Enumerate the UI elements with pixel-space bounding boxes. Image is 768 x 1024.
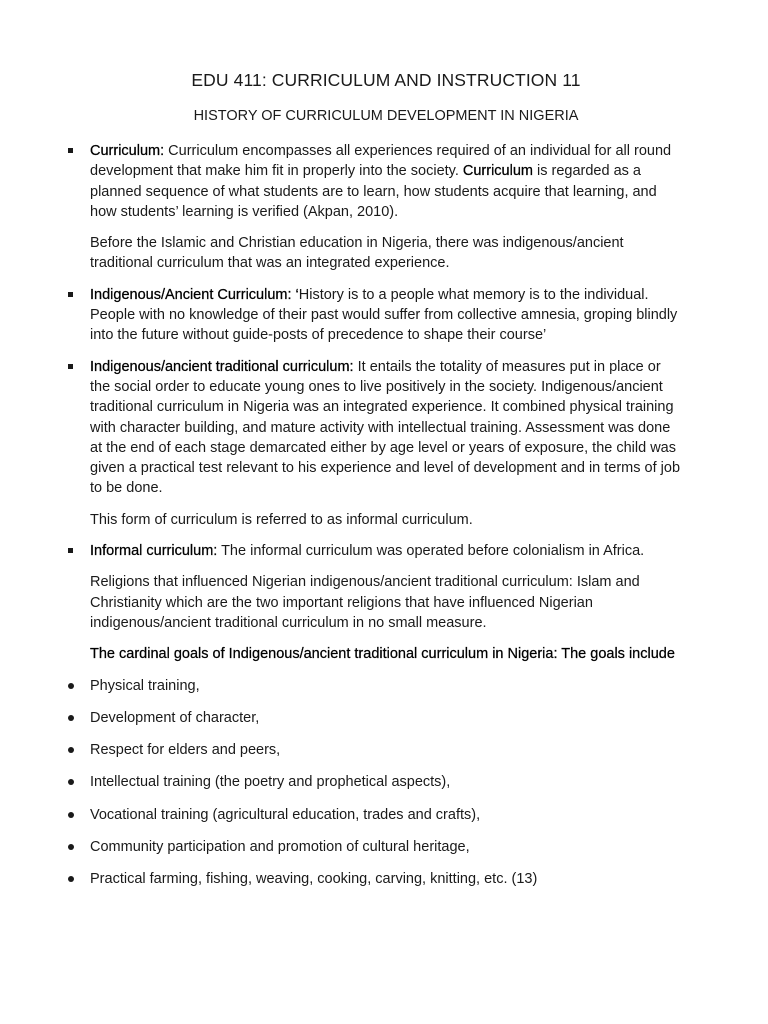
indigenous-ancient-text: History is to a people what memory is to the individual. People with no knowledge of their past would suffer from collective amnesia, groping blindly into the future without guide-posts of precedence to shape their course’: [90, 286, 678, 344]
curriculum-text-a: Curriculum encompasses all experiences required of an individual for all round development that make him fit in properly into the society.: [90, 143, 672, 180]
goal-item: Intellectual training (the poetry and prophetical aspects),: [90, 772, 682, 792]
informal-term: Informal curriculum:: [90, 543, 218, 560]
goal-item: Vocational training (agricultural education, trades and crafts),: [90, 805, 682, 825]
document-title: EDU 411: CURRICULUM AND INSTRUCTION 11: [191, 70, 581, 90]
curriculum-term-2: Curriculum: [462, 163, 533, 180]
document-subtitle: HISTORY OF CURRICULUM DEVELOPMENT IN NIGERIA: [193, 108, 579, 124]
goal-item: Physical training,: [90, 676, 682, 696]
indigenous-traditional-term: Indigenous/ancient traditional curriculum:: [90, 358, 354, 375]
indigenous-traditional-text: It entails the totality of measures put in place or the social order to educate young ones to live positively in the society. Indigenous/ancient traditional curriculum in Nigeria was an integrated experience. It combined physical training with character building, and mature activity with intellectual training. Assessment was done at the end of each stage demarcated either by age level or years of exposure, the child was given a practical test relevant to his experience and level of development and in terms of job to be done.: [90, 358, 681, 497]
goal-item: Practical farming, fishing, weaving, cooking, carving, knitting, etc. (13): [90, 869, 682, 889]
curriculum-text-b: is regarded as a planned sequence of what students are to learn, how students acquire that learning, and how students’ learning is verified (Akpan, 2010).: [90, 163, 657, 220]
paragraph-religions: Religions that influenced Nigerian indigenous/ancient traditional curriculum: Islam and Christianity which are the two important religions that have influenced Nigerian indigenous/ancient traditional curriculum in no small measure.: [90, 574, 640, 631]
curriculum-term: Curriculum:: [90, 143, 165, 159]
curriculum-definition: [90, 141, 682, 222]
goals-list: [90, 676, 682, 890]
paragraph-before-islamic: Before the Islamic and Christian education in Nigeria, there was indigenous/ancient traditional curriculum that was an integrated experience.: [90, 235, 624, 272]
goal-item: Respect for elders and peers,: [90, 740, 682, 760]
goals-heading: The cardinal goals of Indigenous/ancient traditional curriculum in Nigeria: The goals include: [90, 646, 675, 663]
indigenous-ancient-term: Indigenous/Ancient Curriculum: ‘: [90, 286, 299, 303]
goal-item: Development of character,: [90, 708, 682, 728]
informal-text: The informal curriculum was operated before colonialism in Africa.: [217, 543, 645, 560]
indigenous-ancient-definition: [90, 285, 682, 346]
indigenous-traditional-definition: [90, 357, 682, 499]
informal-definition: [90, 541, 682, 561]
goal-item: Community participation and promotion of cultural heritage,: [90, 837, 682, 857]
paragraph-informal-reference: This form of curriculum is referred to as informal curriculum.: [90, 511, 473, 528]
